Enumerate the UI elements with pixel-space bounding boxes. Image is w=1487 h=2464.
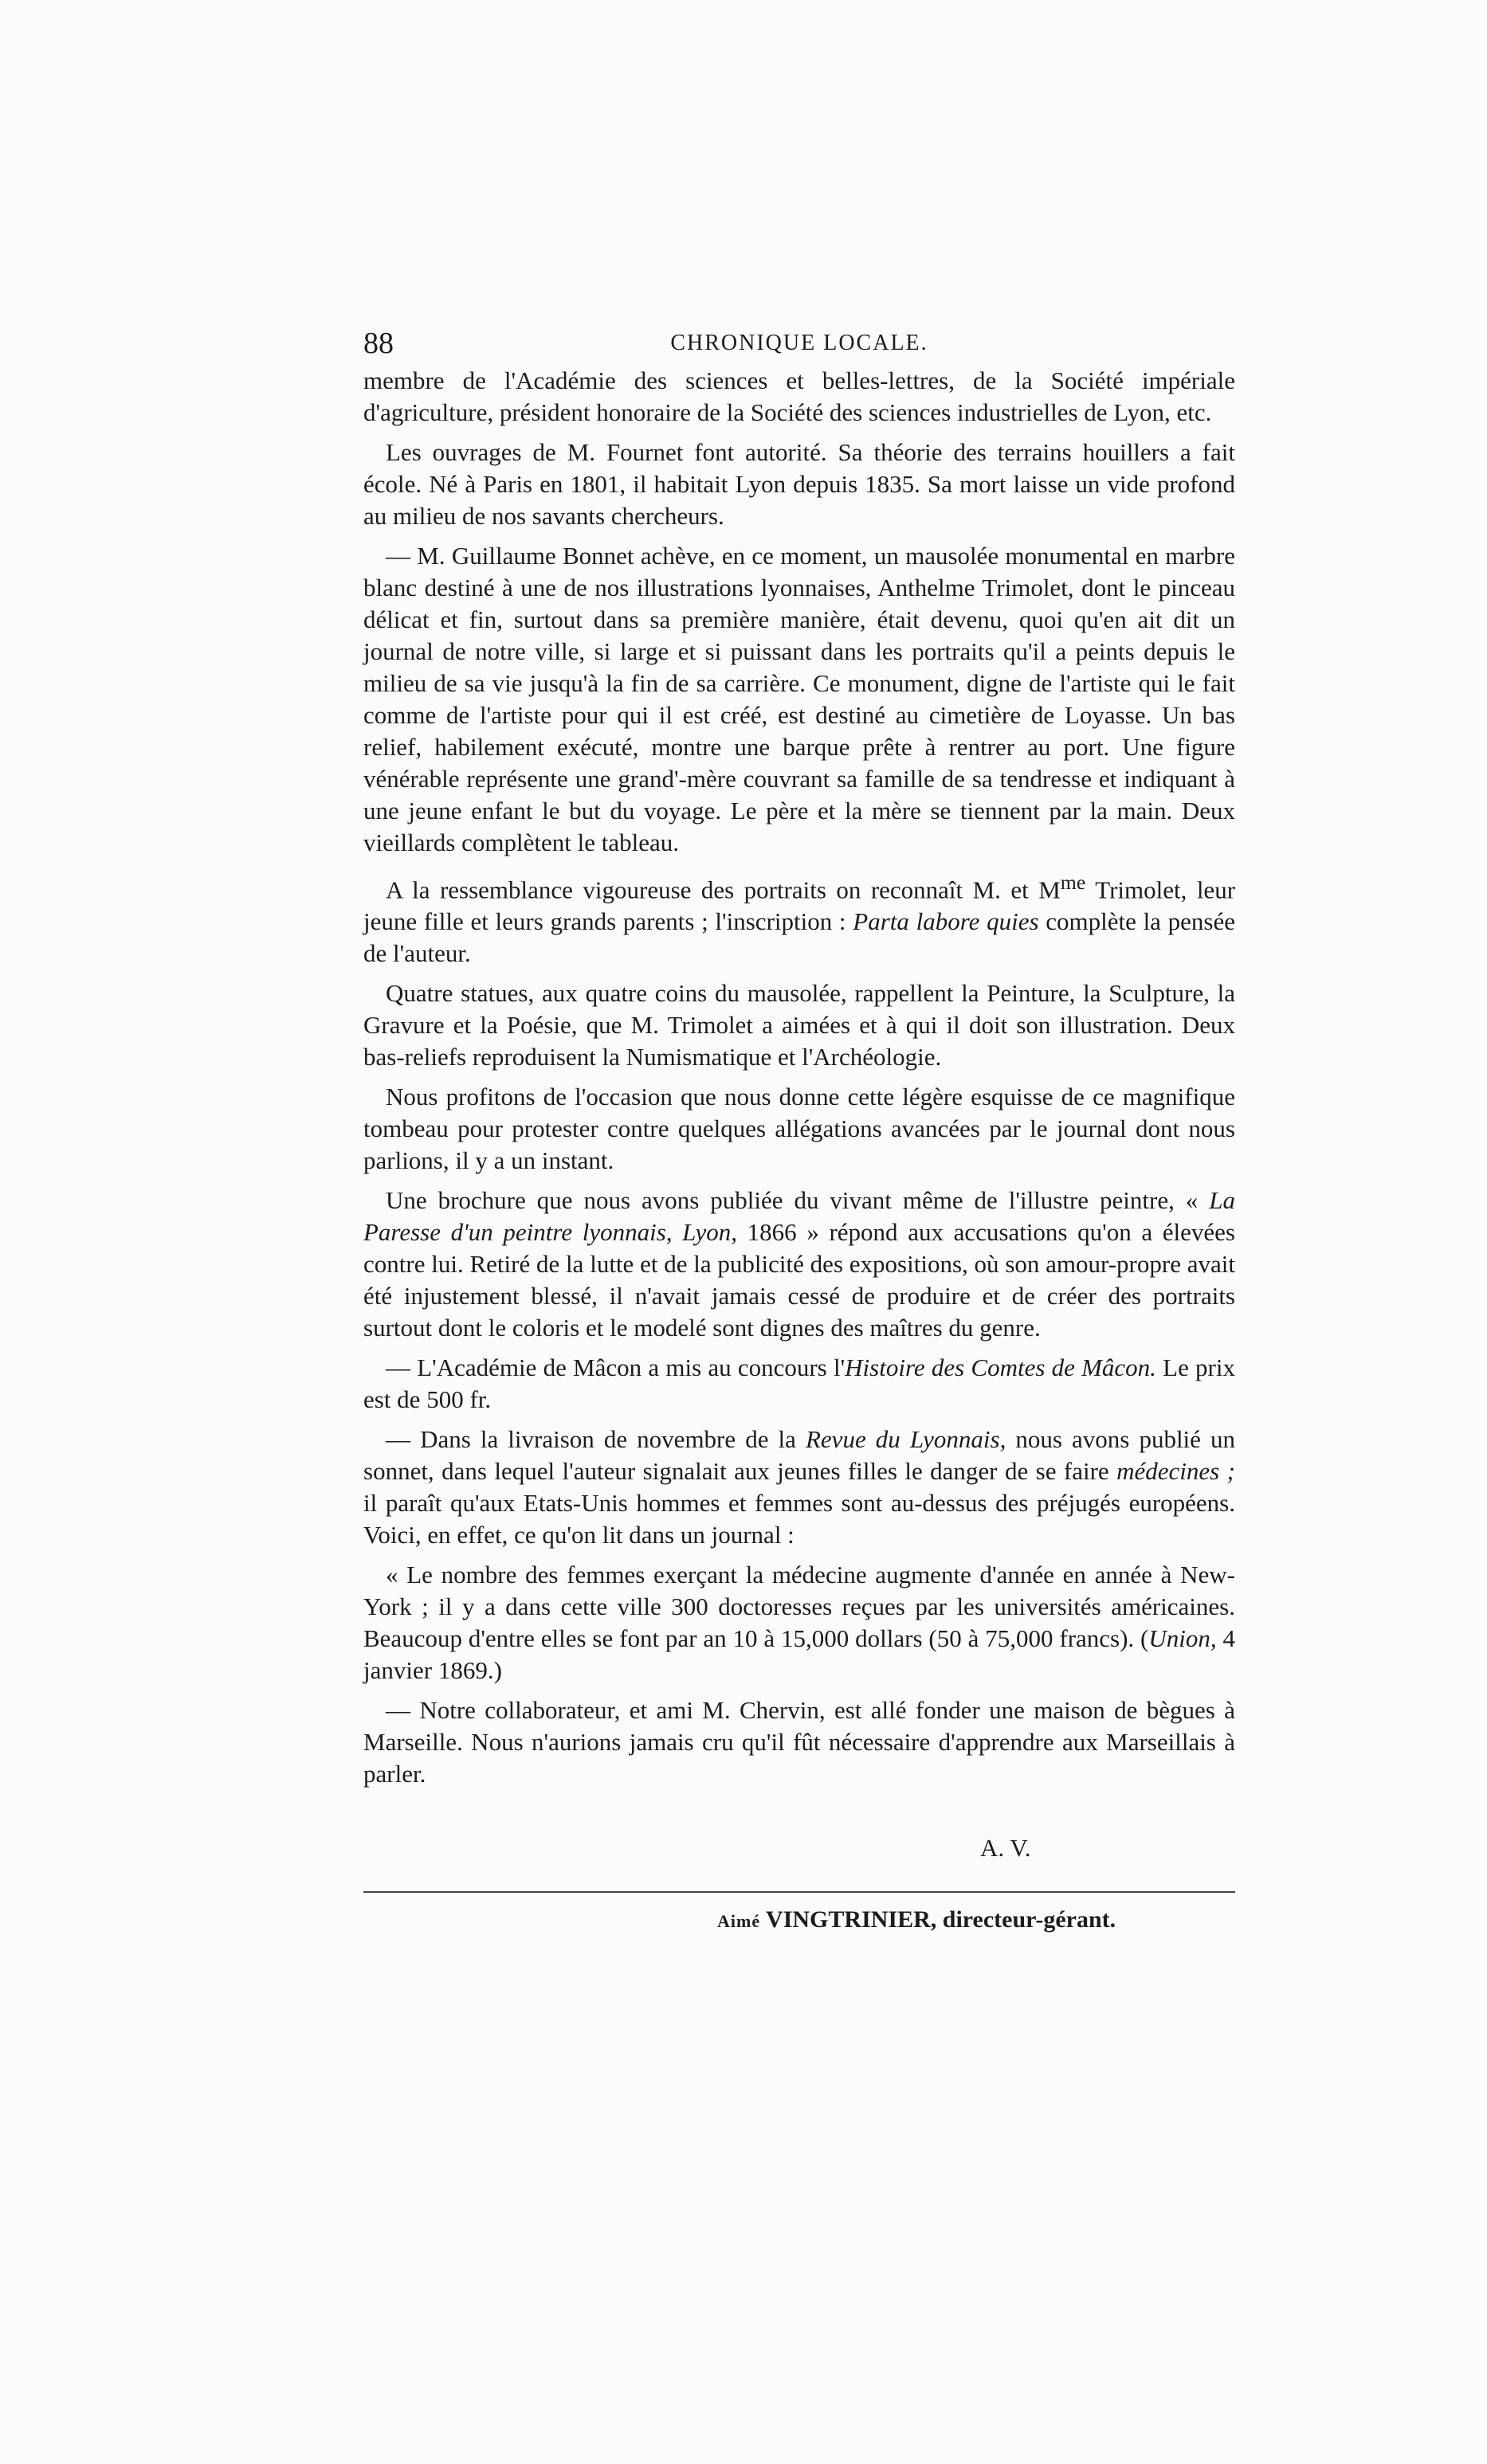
signature-rest: VINGTRINIER, directeur-gérant. [760, 1906, 1116, 1933]
text-run: — L'Académie de Mâcon a mis au concours l' [386, 1353, 846, 1382]
signature-first-name: Aimé [717, 1911, 761, 1931]
text-run: — Dans la livraison de novembre de la [386, 1425, 806, 1454]
article-body [363, 365, 1235, 1798]
running-title: CHRONIQUE LOCALE. [670, 331, 928, 355]
text-run: 1866 » répond aux accusations qu'on a élevées contre lui. Retiré de la lutte et de la publicité des expositions, où son amour-propre avait été injustement blessé, il n'avait jamais cessé de produire et de créer des portraits surtout dont le coloris et le modelé sont dignes des maîtres du genre. [363, 1218, 1235, 1342]
text-run: « Le nombre des femmes exerçant la médecine augmente d'année en année à New-York ; il y a dans cette ville 300 doctoresses reçues par les universités américaines. Beaucoup d'entre elles se font par an 10 à 15,000 dollars (50 à 75,000 francs). ( [363, 1561, 1235, 1653]
paragraph: membre de l'Académie des sciences et belles-lettres, de la Société impériale d'agriculture, président honoraire de la Société des sciences industrielles de Lyon, etc. [363, 366, 1235, 426]
text-run: A la ressemblance vigoureuse des portraits on reconnaît M. et M [386, 876, 1061, 904]
italic-text: Parta labore quies [853, 907, 1039, 936]
paragraph [363, 1424, 1235, 1551]
paragraph: Les ouvrages de M. Fournet font autorité. Sa théorie des terrains houillers a fait école. Né à Paris en 1801, il habitait Lyon depuis 1835. Sa mort laisse un vide profond au milieu de nos savants chercheurs. [363, 438, 1235, 530]
divider-rule [363, 1891, 1235, 1893]
italic-text: médecines ; [1116, 1457, 1235, 1486]
italic-text: Histoire des Comtes de Mâcon. [845, 1353, 1156, 1382]
italic-text: Revue du Lyonnais, [805, 1425, 1006, 1454]
publisher-signature [717, 1904, 1116, 1937]
quoted-paragraph [363, 1559, 1235, 1686]
paragraph: — M. Guillaume Bonnet achève, en ce moment, un mausolée monumental en marbre blanc destiné à une de nos illustrations lyonnaises, Anthelme Trimolet, dont le pinceau délicat et fin, surtout dans sa première manière, était devenu, quoi qu'en ait dit un journal de notre ville, si large et si puissant dans les portraits qu'il a peints depuis le milieu de sa vie jusqu'à la fin de sa carrière. Ce monument, digne de l'artiste qui le fait comme de l'artiste pour qui il est créé, est destiné au cimetière de Loyasse. Un bas relief, habilement exécuté, montre une barque prête à rentrer au port. Une figure vénérable représente une grand'-mère couvrant sa famille de sa tendresse et indiquant à une jeune enfant le but du voyage. Le père et la mère se tiennent par la main. Deux vieillards complètent le tableau. [363, 542, 1235, 856]
italic-text: La Paresse d'un peintre lyonnais, Lyon, [363, 1186, 1235, 1247]
author-initials: A. V. [980, 1834, 1031, 1862]
text-run: Trimolet, leur jeune fille et leurs grands parents ; l'inscription : [363, 876, 1236, 936]
text-run: 4 janvier 1869.) [363, 1624, 1235, 1685]
italic-text: Union, [1148, 1624, 1217, 1653]
paragraph: Nous profitons de l'occasion que nous donne cette légère esquisse de ce magnifique tombeau pour protester contre quelques allégations avancées par le journal dont nous parlions, il y a un instant. [363, 1083, 1235, 1175]
page-number: 88 [363, 327, 394, 360]
paragraph: Quatre statues, aux quatre coins du mausolée, rappellent la Peinture, la Sculpture, la Gravure et la Poésie, que M. Trimolet a aimées et à qui il doit son illustration. Deux bas-reliefs reproduisent la Numismatique et l'Archéologie. [363, 979, 1235, 1071]
text-run: nous avons publié un sonnet, dans lequel l'auteur signalait aux jeunes filles le danger de se faire [363, 1425, 1235, 1486]
text-run: complète la pensée de l'auteur. [363, 907, 1235, 968]
paragraph [363, 1185, 1235, 1344]
superscript: me [1060, 871, 1086, 894]
text-run: il paraît qu'aux Etats-Unis hommes et femmes sont au-dessus des préjugés européens. Voici, en effet, ce qu'on lit dans un journal : [363, 1489, 1235, 1549]
paragraph: — Notre collaborateur, et ami M. Chervin, est allé fonder une maison de bègues à Marseille. Nous n'aurions jamais cru qu'il fût nécessaire d'apprendre aux Marseillais à parler. [363, 1696, 1235, 1788]
text-run: Une brochure que nous avons publiée du vivant même de l'illustre peintre, « [386, 1186, 1210, 1215]
text-run: Le prix est de 500 fr. [363, 1353, 1235, 1414]
paragraph [363, 1352, 1235, 1416]
paragraph [363, 867, 1235, 970]
page-header [363, 325, 1235, 362]
